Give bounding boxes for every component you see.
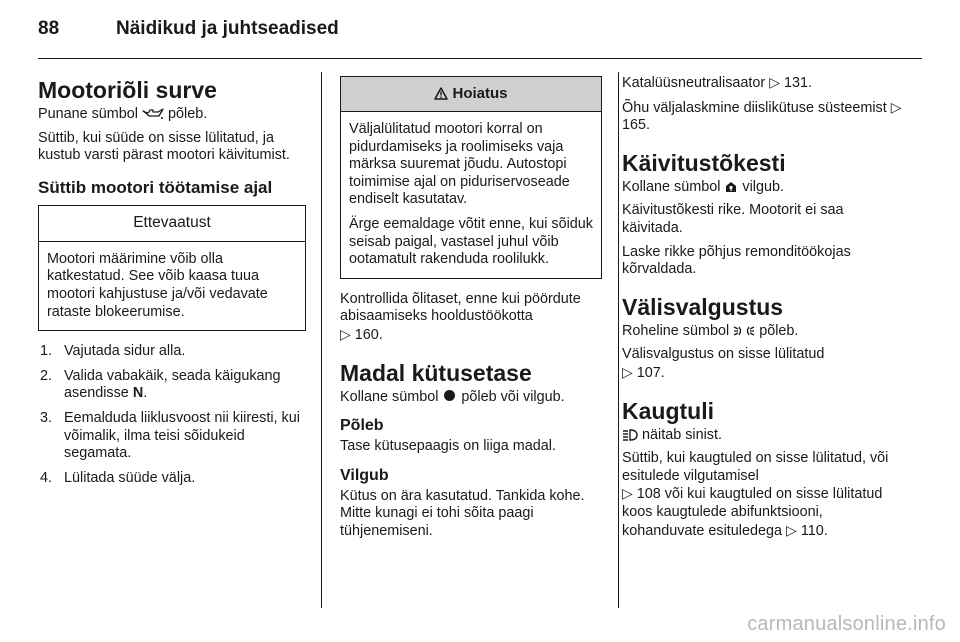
page-ref-arrow-icon: ▷ (769, 74, 780, 90)
caution-title: Ettevaatust (39, 206, 305, 242)
oil-text-post: põleb. (168, 106, 208, 122)
step-text: Lülitada süüde välja. (64, 469, 196, 486)
fuel-text-pre: Kollane sümbol (340, 388, 439, 405)
caution-box (38, 205, 306, 331)
heading-exterior-lights: Välisvalgustus (622, 293, 784, 320)
steps-list (38, 343, 306, 487)
warning-box (340, 76, 602, 279)
heading-low-fuel: Madal kütusetase (340, 359, 532, 386)
gear-neutral-label: N (132, 385, 144, 402)
watermark: carmanualsonline.info (747, 613, 946, 635)
column-divider-1 (321, 72, 322, 608)
exterior-pre: Roheline sümbol (622, 322, 730, 339)
list-item (38, 410, 306, 463)
high-beam-icon (622, 429, 638, 441)
caution-body (39, 242, 305, 330)
step-number: 1. (40, 343, 53, 360)
page-ref-arrow-icon: ▷ (622, 363, 633, 380)
heading-high-beam: Kaugtuli (622, 397, 714, 424)
caution-text: Mootori määrimine võib olla katkestatud. See võib kaasa tuua mootori kahjustuse ja/või vedavate rataste blokeerumise. (47, 250, 268, 320)
emission-pre: Õhu väljalaskmine diislikütuse süsteemist (622, 99, 887, 116)
immobiliser-pre: Kollane sümbol (622, 178, 721, 195)
oil-check-text (340, 291, 602, 345)
column-1 (38, 74, 306, 494)
step-number: 4. (40, 469, 53, 486)
high-beam-detail (622, 450, 902, 540)
step-text: Vajutada sidur alla. (64, 343, 186, 360)
page-ref-arrow-icon: ▷ (786, 521, 797, 538)
oil-check-ref[interactable]: 160. (354, 326, 383, 343)
list-item (38, 470, 306, 488)
fuel-symbol-text (340, 389, 602, 407)
warning-text-2: Ärge eemaldage võtit enne, kui sõiduk seisab paigal, vastasel juhul võib ootamatult rakenduda roolilukk. (349, 215, 593, 268)
exterior-on-ref[interactable]: 107. (636, 364, 665, 381)
immobiliser-fault: Käivitustõkesti rike. Mootorit ei saa käivitada. (622, 202, 844, 236)
column-divider-2 (618, 72, 619, 608)
exterior-symbol-text (622, 323, 902, 341)
oil-can-icon (142, 108, 164, 120)
page-ref-arrow-icon: ▷ (890, 98, 902, 115)
column-2 (340, 74, 602, 547)
warning-header (341, 77, 601, 112)
warning-title: Hoiatus (452, 85, 508, 102)
page-number: 88 (38, 18, 60, 39)
warning-text-1: Väljalülitatud mootori korral on pidurdamiseks ja roolimiseks vaja märksa suuremat jõudu. Autostopi toimimise ajal on piduriservoseade endiselt kasutatav. (349, 121, 570, 208)
high-beam-detail-b: 108 või kui kaugtuled on sisse lülitatud koos kaugtulede abifunktsiooni, kohanduvate esituledega (622, 486, 883, 539)
list-item (38, 368, 306, 403)
lit-text: Tase kütusepaagis on liiga madal. (340, 438, 556, 455)
page-ref-arrow-icon: ▷ (340, 325, 351, 342)
column-3 (622, 74, 902, 546)
heading-immobiliser: Käivitustõkesti (622, 149, 786, 176)
step-number: 3. (40, 409, 53, 426)
emission-text (622, 99, 902, 135)
page-ref-arrow-icon: ▷ (622, 485, 633, 502)
immobiliser-symbol-text (622, 179, 902, 197)
oil-symbol-text (38, 106, 306, 124)
high-beam-detail-a: Süttib, kui kaugtuled on sisse lülitatud, või esitulede vilgutamisel (622, 450, 889, 484)
header-divider (38, 58, 922, 59)
oil-description: Süttib, kui süüde on sisse lülitatud, ja kustub varsti pärast mootori käivitumist. (38, 129, 290, 164)
oil-text-pre: Punane sümbol (38, 106, 139, 122)
catalyst-ref[interactable]: 131. (783, 75, 812, 91)
high-beam-symbol-text (622, 427, 902, 445)
fuel-dot-icon (444, 390, 455, 401)
list-item (38, 343, 306, 361)
catalyst-pre: Katalüüsneutralisaator (622, 75, 766, 91)
emission-ref[interactable]: 165. (622, 117, 651, 134)
high-beam-post: näitab sinist. (642, 426, 722, 443)
step-number: 2. (40, 367, 53, 384)
exterior-on-pre: Välisvalgustus on sisse lülitatud (622, 346, 825, 363)
step-text (64, 368, 306, 403)
warning-body (341, 112, 601, 278)
exterior-light-icon (733, 325, 755, 337)
flashing-text: Kütus on ära kasutatud. Tankida kohe. Mitte kunagi ei tohi sõita paagi tühjenemiseni. (340, 487, 585, 539)
catalyst-text (622, 74, 902, 93)
high-beam-ref[interactable]: 110. (800, 522, 828, 539)
heading-flashing: Vilgub (340, 466, 389, 484)
warning-triangle-icon (434, 87, 448, 100)
exterior-post: põleb. (759, 322, 799, 339)
step-text-post: . (143, 385, 148, 402)
heading-lit: Põleb (340, 417, 384, 435)
immobiliser-icon (724, 180, 738, 193)
immobiliser-post: vilgub. (742, 178, 785, 195)
step-text-pre: Valida vabakäik, seada käigukang asendisse (64, 367, 281, 402)
chapter-title: Näidikud ja juhtseadised (116, 18, 339, 39)
heading-engine-running: Süttib mootori töötamise ajal (38, 177, 273, 197)
page-header (38, 18, 339, 48)
step-text: Eemalduda liiklusvoost nii kiiresti, kui võimalik, ilma teisi sõidukeid segamata. (64, 409, 300, 462)
fuel-text-post: põleb või vilgub. (461, 388, 565, 405)
heading-oil-pressure: Mootoriõli surve (38, 77, 217, 103)
exterior-on-text (622, 346, 902, 382)
immobiliser-repair: Laske rikke põhjus remonditöökojas kõrvaldada. (622, 243, 851, 278)
oil-check-pre: Kontrollida õlitaset, enne kui pöördute abisaamiseks hooldustöökotta (340, 290, 581, 325)
